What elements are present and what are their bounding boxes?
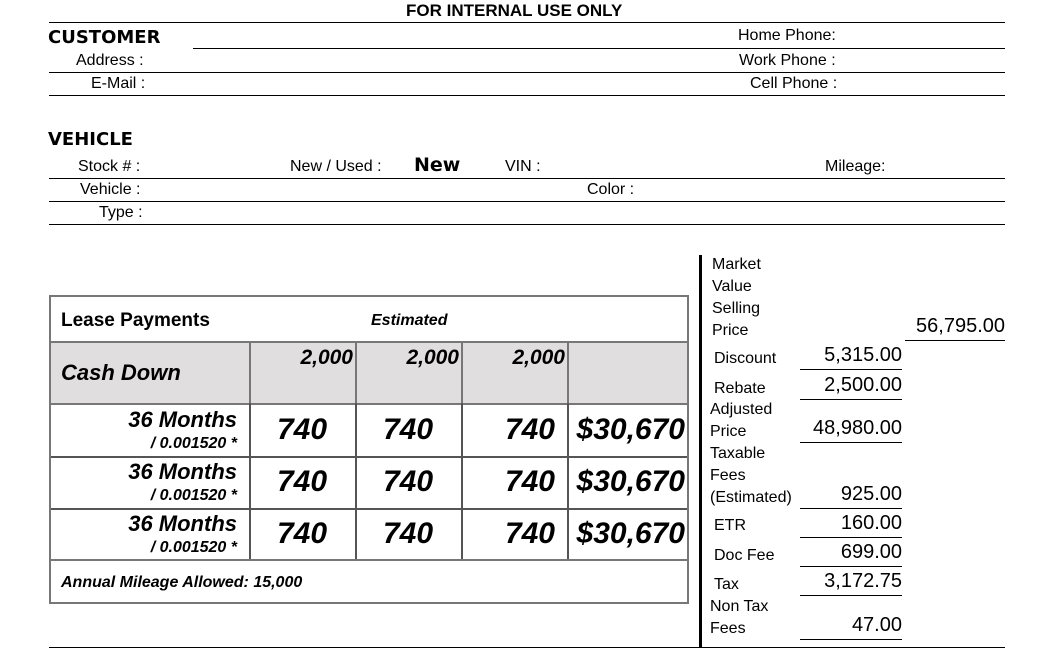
cash-down-value: 2,000 <box>512 346 565 369</box>
payment-cell: 740 <box>276 465 328 498</box>
rate-label: / 0.001520 * <box>150 487 237 504</box>
total-cell: $30,670 <box>576 413 685 446</box>
divider <box>249 343 251 403</box>
vehicle-label: Vehicle : <box>80 181 141 198</box>
rebate-value: 2,500.00 <box>824 374 902 396</box>
rebate-label: Rebate <box>714 380 766 397</box>
divider <box>800 566 902 567</box>
divider <box>800 369 902 370</box>
market-value-label: Market Value Selling Price <box>712 256 761 339</box>
tax-value: 3,172.75 <box>824 570 902 592</box>
total-cell: $30,670 <box>576 465 685 498</box>
term-label: 36 Months <box>128 511 237 536</box>
divider <box>51 559 687 561</box>
payment-cell: 740 <box>276 413 328 446</box>
stock-label: Stock # : <box>78 158 141 175</box>
lease-title: Lease Payments <box>61 310 210 331</box>
estimated-label: Estimated <box>371 312 448 329</box>
color-label: Color : <box>587 181 635 198</box>
divider <box>567 403 569 559</box>
address-line <box>49 72 1005 73</box>
pricing-divider <box>699 255 702 647</box>
adjusted-price-value: 48,980.00 <box>813 417 902 439</box>
etr-label: ETR <box>714 517 746 534</box>
etr-value: 160.00 <box>840 512 902 534</box>
divider <box>567 343 569 403</box>
discount-value: 5,315.00 <box>824 344 902 366</box>
doc-fee-label: Doc Fee <box>714 547 775 564</box>
discount-label: Discount <box>714 350 777 367</box>
work-phone-label: Work Phone : <box>739 52 836 69</box>
taxable-fees-value: 925.00 <box>840 483 902 505</box>
vin-label: VIN : <box>505 158 541 175</box>
total-cell: $30,670 <box>576 517 685 550</box>
cell-phone-label: Cell Phone : <box>750 75 838 92</box>
non-tax-fees-label: Non Tax Fees <box>710 598 769 637</box>
non-tax-fees-value: 47.00 <box>851 614 902 636</box>
new-used-value: New <box>414 154 461 176</box>
payment-cell: 740 <box>504 413 555 446</box>
term-label: 36 Months <box>128 459 237 484</box>
lease-payments-table <box>49 295 689 604</box>
divider <box>905 340 1005 341</box>
payment-cell: 740 <box>382 413 434 446</box>
mileage-label: Mileage: <box>825 158 886 175</box>
doc-fee-value: 699.00 <box>840 541 902 563</box>
vehicle-line <box>49 201 1005 202</box>
adjusted-price-label: Adjusted Price <box>710 401 773 440</box>
divider <box>461 343 463 403</box>
divider <box>800 442 902 443</box>
payment-cell: 740 <box>382 465 434 498</box>
payment-cell: 740 <box>276 517 328 550</box>
email-label: E-Mail : <box>91 75 146 92</box>
term-label: 36 Months <box>128 407 237 432</box>
divider <box>800 537 902 538</box>
address-label: Address : <box>76 52 144 69</box>
rate-label: / 0.001520 * <box>150 539 237 556</box>
divider <box>800 399 902 400</box>
type-line <box>49 224 1005 225</box>
bottom-line <box>49 647 1005 648</box>
type-label: Type : <box>99 204 143 221</box>
new-used-label: New / Used : <box>290 158 382 175</box>
divider <box>800 595 902 596</box>
customer-name-line <box>193 48 1005 49</box>
divider <box>355 403 357 559</box>
divider <box>800 508 902 509</box>
divider <box>355 343 357 403</box>
payment-cell: 740 <box>382 517 434 550</box>
divider <box>800 639 902 640</box>
payment-cell: 740 <box>504 465 555 498</box>
divider <box>461 403 463 559</box>
email-line <box>49 95 1005 96</box>
stock-line <box>49 178 1005 179</box>
cash-down-row <box>51 343 687 403</box>
lease-row <box>51 405 687 456</box>
divider <box>249 403 251 559</box>
cash-down-value: 2,000 <box>406 346 459 369</box>
market-value: 56,795.00 <box>916 315 1005 337</box>
lease-row <box>51 509 687 560</box>
taxable-fees-label: Taxable Fees (Estimated) <box>710 445 792 506</box>
customer-section-label: CUSTOMER <box>48 27 161 48</box>
mileage-note: Annual Mileage Allowed: 15,000 <box>61 574 303 591</box>
tax-label: Tax <box>714 576 739 593</box>
rate-label: / 0.001520 * <box>150 435 237 452</box>
vehicle-section-label: VEHICLE <box>48 129 133 150</box>
home-phone-label: Home Phone: <box>738 27 836 44</box>
cash-down-value: 2,000 <box>300 346 353 369</box>
cash-down-label: Cash Down <box>61 360 181 385</box>
payment-cell: 740 <box>504 517 555 550</box>
lease-row <box>51 457 687 508</box>
divider <box>49 22 1005 23</box>
form-title: FOR INTERNAL USE ONLY <box>406 1 623 20</box>
